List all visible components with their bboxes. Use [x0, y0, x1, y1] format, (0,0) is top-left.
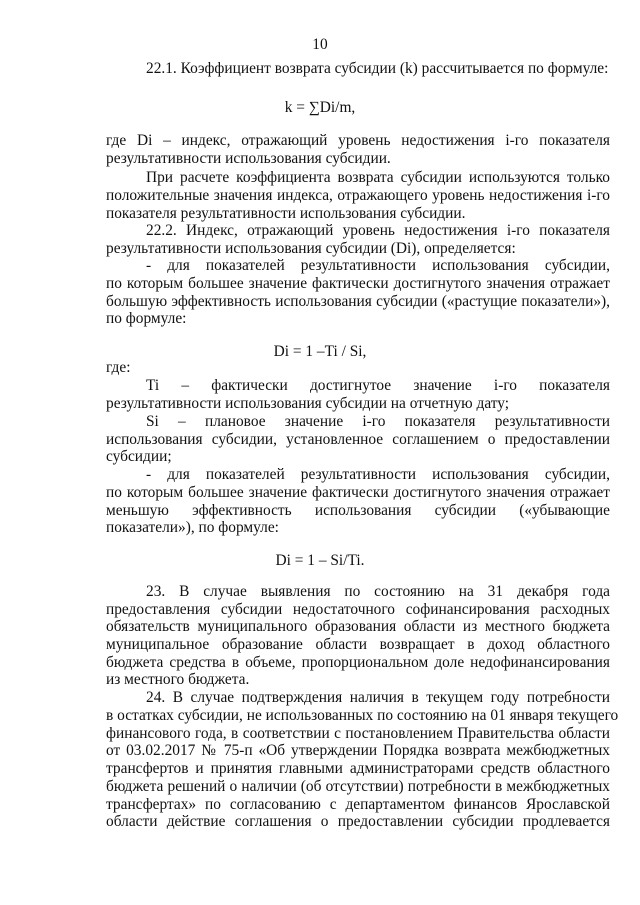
text-line: использования субсидии, установленное соглашением о предоставлении [106, 431, 610, 448]
text-line: по формуле: [106, 310, 187, 327]
text-line: показатели»), по формуле: [106, 519, 279, 536]
text-line: субсидии; [106, 448, 172, 465]
text-line: результативности использования субсидии. [106, 150, 391, 167]
text-line: показателя результативности использования субсидии. [106, 205, 466, 222]
text-line: большую эффективность использования субсидии («растущие показатели»), [106, 293, 610, 310]
formula: Di = 1 –Ti / Si, [273, 343, 367, 360]
formula: k = ∑Di/m, [284, 99, 356, 116]
text-line: области действие соглашения о предоставлении субсидии продлевается [106, 813, 610, 830]
text-line: из местного бюджета. [106, 671, 250, 688]
text-line: от 03.02.2017 № 75-п «Об утверждении Порядка возврата межбюджетных [106, 742, 610, 759]
text-line: в остатках субсидии, не использованных по состоянию на 01 января текущего [106, 707, 619, 724]
text-line: финансового года, в соответствии с постановлением Правительства области [106, 725, 610, 742]
text-line: результативности использования субсидии (Di), определяется: [106, 240, 516, 257]
page-number: 10 [312, 36, 328, 53]
text-line: Si – плановое значение i-го показателя результативности [146, 413, 610, 430]
text-line: где Di – индекс, отражающий уровень недостижения i-го показателя [106, 132, 610, 149]
text-line: 22.1. Коэффициент возврата субсидии (k) рассчитывается по формуле: [146, 60, 609, 77]
text-line: предоставления субсидии недостаточного софинансирования расходных [106, 601, 610, 618]
text-line: муниципальное образование области возвращает в доход областного [106, 636, 610, 653]
text-line: где: [106, 359, 131, 376]
text-line: - для показателей результативности использования субсидии, [146, 257, 610, 274]
text-line: обязательств муниципального образования области из местного бюджета [106, 618, 610, 635]
text-line: 22.2. Индекс, отражающий уровень недостижения i-го показателя [146, 222, 610, 239]
text-line: положительные значения индекса, отражающего уровень недостижения i-го [106, 187, 610, 204]
text-line: При расчете коэффициента возврата субсидии используются только [146, 169, 610, 186]
text-line: бюджета решений о наличии (об отсутствии) потребности в межбюджетных [106, 778, 610, 795]
text-line: трансфертов и принятия главными администраторами средств областного [106, 760, 610, 777]
text-line: по которым большее значение фактически достигнутого значения отражает [106, 275, 610, 292]
text-line: Ti – фактически достигнутое значение i-го показателя [146, 377, 610, 394]
text-line: трансфертах» по согласованию с департаментом финансов Ярославской [106, 796, 610, 813]
text-line: по которым большее значение фактически достигнутого значения отражает [106, 484, 610, 501]
text-line: бюджета средства в объеме, пропорциональном доле недофинансирования [106, 654, 610, 671]
text-line: - для показателей результативности использования субсидии, [146, 466, 610, 483]
text-line: меньшую эффективность использования субсидии («убывающие [106, 502, 610, 519]
text-line: результативности использования субсидии на отчетную дату; [106, 395, 510, 412]
text-line: 23. В случае выявления по состоянию на 31 декабря года [146, 583, 610, 600]
formula: Di = 1 – Si/Ti. [275, 552, 365, 569]
text-line: 24. В случае подтверждения наличия в текущем году потребности [146, 689, 610, 706]
